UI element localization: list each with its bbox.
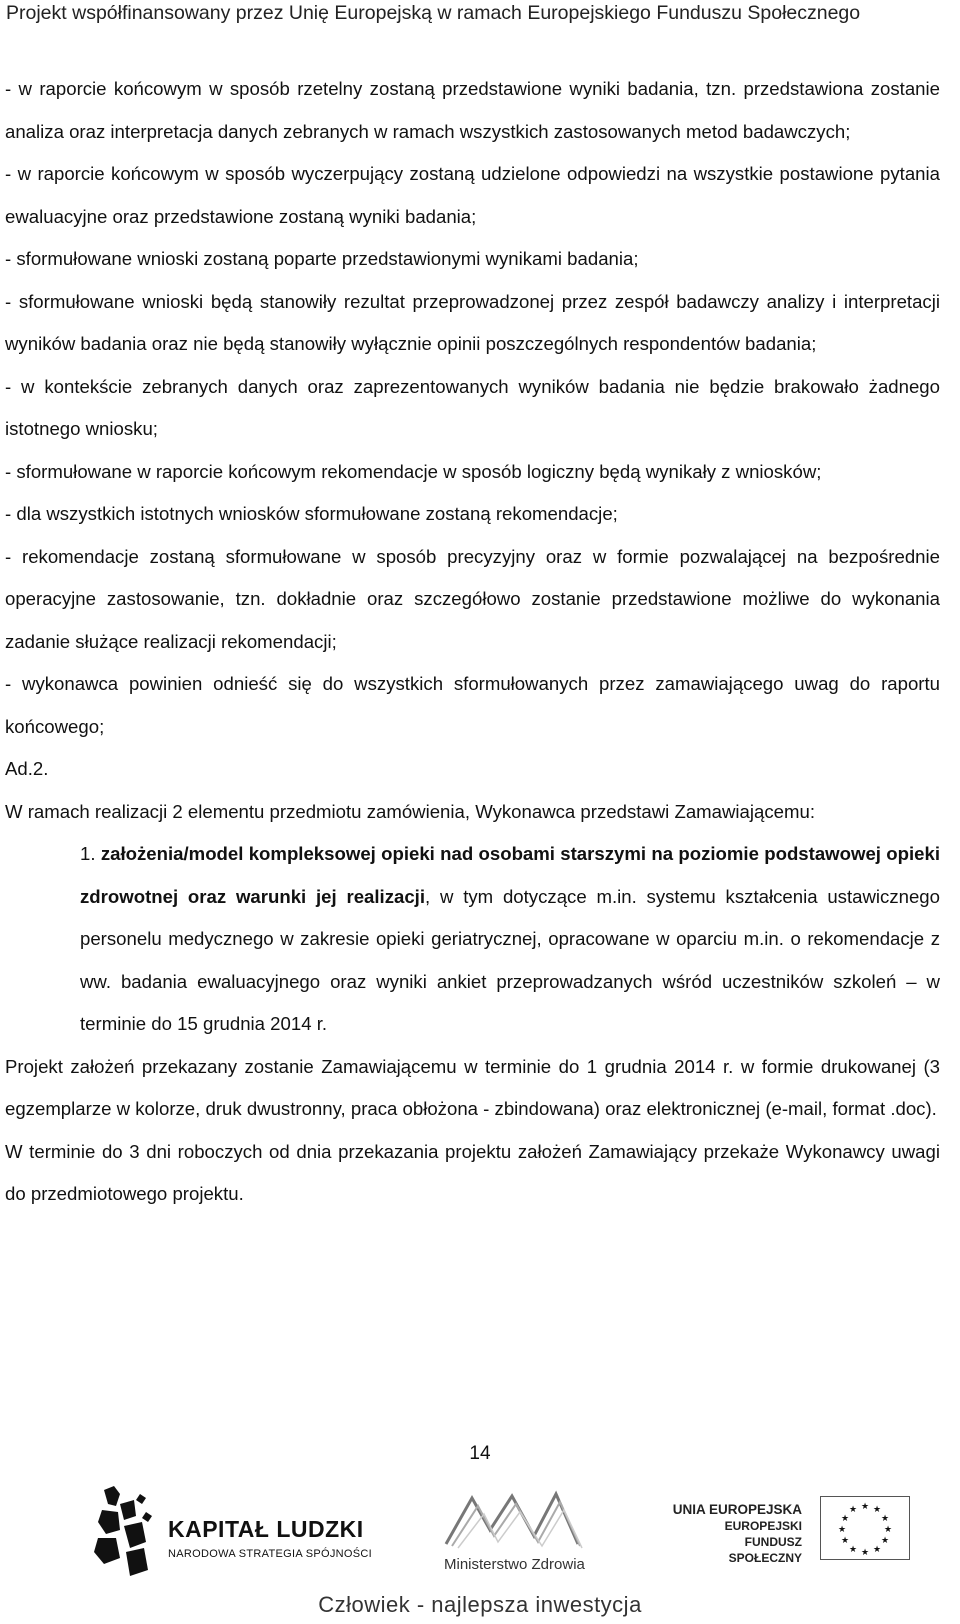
item-text: , w tym dotyczące m.in. systemu kształcenia ustawicznego personelu medycznego w zakresie opieki geriatrycznej, opracowane w oparciu m.in. o rekomendacje z ww. badania ewaluacyjnego oraz wyniki ankiet przeprowadzanych wśród uczestników szkoleń – w terminie do 15 grudnia 2014 r. [80, 885, 940, 1034]
numbered-item [5, 833, 940, 1046]
eu-text-block [670, 1502, 802, 1566]
paragraph: - sformułowane wnioski zostaną poparte przedstawionymi wynikami badania; [5, 248, 639, 269]
eu-line-2: EUROPEJSKI [724, 1519, 802, 1533]
paragraph: - sformułowane wnioski będą stanowiły rezultat przeprowadzonej przez zespół badawczy analizy i interpretacji wyników badania oraz nie będą stanowiły wyłącznie opinii poszczególnych respondentów badania; [5, 290, 940, 354]
svg-text:★: ★ [837, 1525, 847, 1535]
svg-text:★: ★ [880, 1514, 890, 1524]
eu-efs-logo [670, 1502, 940, 1572]
section-label: Ad.2. [5, 758, 49, 779]
ministerstwo-zdrowia-logo [438, 1486, 598, 1578]
svg-text:★: ★ [848, 1505, 858, 1515]
page-header: Projekt współfinansowany przez Unię Europejską w ramach Europejskiego Funduszu Społecznego [6, 2, 861, 24]
svg-text:★: ★ [840, 1536, 850, 1546]
paragraph: W terminie do 3 dni roboczych od dnia przekazania projektu założeń Zamawiający przekaże Wykonawcy uwagi do przedmiotowego projektu. [5, 1140, 940, 1204]
paragraph: - wykonawca powinien odnieść się do wszystkich sformułowanych przez zamawiającego uwag do raportu końcowego; [5, 673, 940, 737]
kapital-ludzki-logo [90, 1486, 370, 1578]
footer-logos [0, 1486, 960, 1578]
footer-tagline: Człowiek - najlepsza inwestycja [318, 1592, 642, 1617]
eu-line-1: UNIA EUROPEJSKA [672, 1502, 802, 1517]
paragraph: - w raporcie końcowym w sposób rzetelny zostaną przedstawione wyniki badania, tzn. przedstawiona zostanie analiza oraz interpretacja danych zebranych w ramach wszystkich zastosowanych metod badawczych; [5, 78, 940, 142]
svg-text:★: ★ [872, 1505, 882, 1515]
kapital-ludzki-emblem-icon [90, 1486, 162, 1578]
item-number: 1. [80, 843, 96, 864]
item-bold-title: założenia/model kompleksowej opieki nad osobami starszymi na poziomie podstawowej opieki zdrowotnej oraz warunki jej realizacji [80, 843, 940, 907]
eu-line-3: FUNDUSZ SPOŁECZNY [728, 1535, 802, 1565]
paragraph: - dla wszystkich istotnych wniosków sformułowane zostaną rekomendacje; [5, 503, 618, 524]
paragraph: W ramach realizacji 2 elementu przedmiotu zamówienia, Wykonawca przedstawi Zamawiającemu: [5, 800, 816, 822]
svg-text:★: ★ [872, 1545, 882, 1555]
eu-flag-icon [820, 1496, 910, 1560]
svg-text:★: ★ [848, 1545, 858, 1555]
svg-text:★: ★ [883, 1525, 893, 1535]
paragraph: - w kontekście zebranych danych oraz zaprezentowanych wyników badania nie będzie brakowało żadnego istotnego wniosku; [5, 375, 940, 439]
svg-text:★: ★ [860, 1548, 870, 1558]
svg-text:★: ★ [840, 1514, 850, 1524]
paragraph: - sformułowane w raporcie końcowym rekomendacje w sposób logiczny będą wynikały z wniosków; [5, 460, 822, 482]
document-body [5, 68, 940, 1216]
svg-text:★: ★ [860, 1502, 870, 1512]
ministerstwo-zdrowia-title: Ministerstwo Zdrowia [444, 1556, 585, 1573]
svg-text:★: ★ [880, 1536, 890, 1546]
kapital-ludzki-subtitle: NARODOWA STRATEGIA SPÓJNOŚCI [168, 1548, 372, 1560]
paragraph: - w raporcie końcowym w sposób wyczerpujący zostaną udzielone odpowiedzi na wszystkie postawione pytania ewaluacyjne oraz przedstawione zostaną wyniki badania; [5, 163, 940, 227]
ministerstwo-zdrowia-emblem-icon [438, 1486, 588, 1552]
paragraph: Projekt założeń przekazany zostanie Zamawiającemu w terminie do 1 grudnia 2014 r. w formie drukowanej (3 egzemplarze w kolorze, druk dwustronny, praca obłożona - zbindowana) oraz elektronicznej (e-mail, format .doc). [5, 1055, 940, 1119]
page-number: 14 [469, 1443, 491, 1464]
kapital-ludzki-title: KAPITAŁ LUDZKI [168, 1516, 364, 1542]
paragraph: - rekomendacje zostaną sformułowane w sposób precyzyjny oraz w formie pozwalającej na bezpośrednie operacyjne zastosowanie, tzn. dokładnie oraz szczegółowo zostanie przedstawione możliwe do wykonania zadanie służące realizacji rekomendacji; [5, 545, 940, 652]
